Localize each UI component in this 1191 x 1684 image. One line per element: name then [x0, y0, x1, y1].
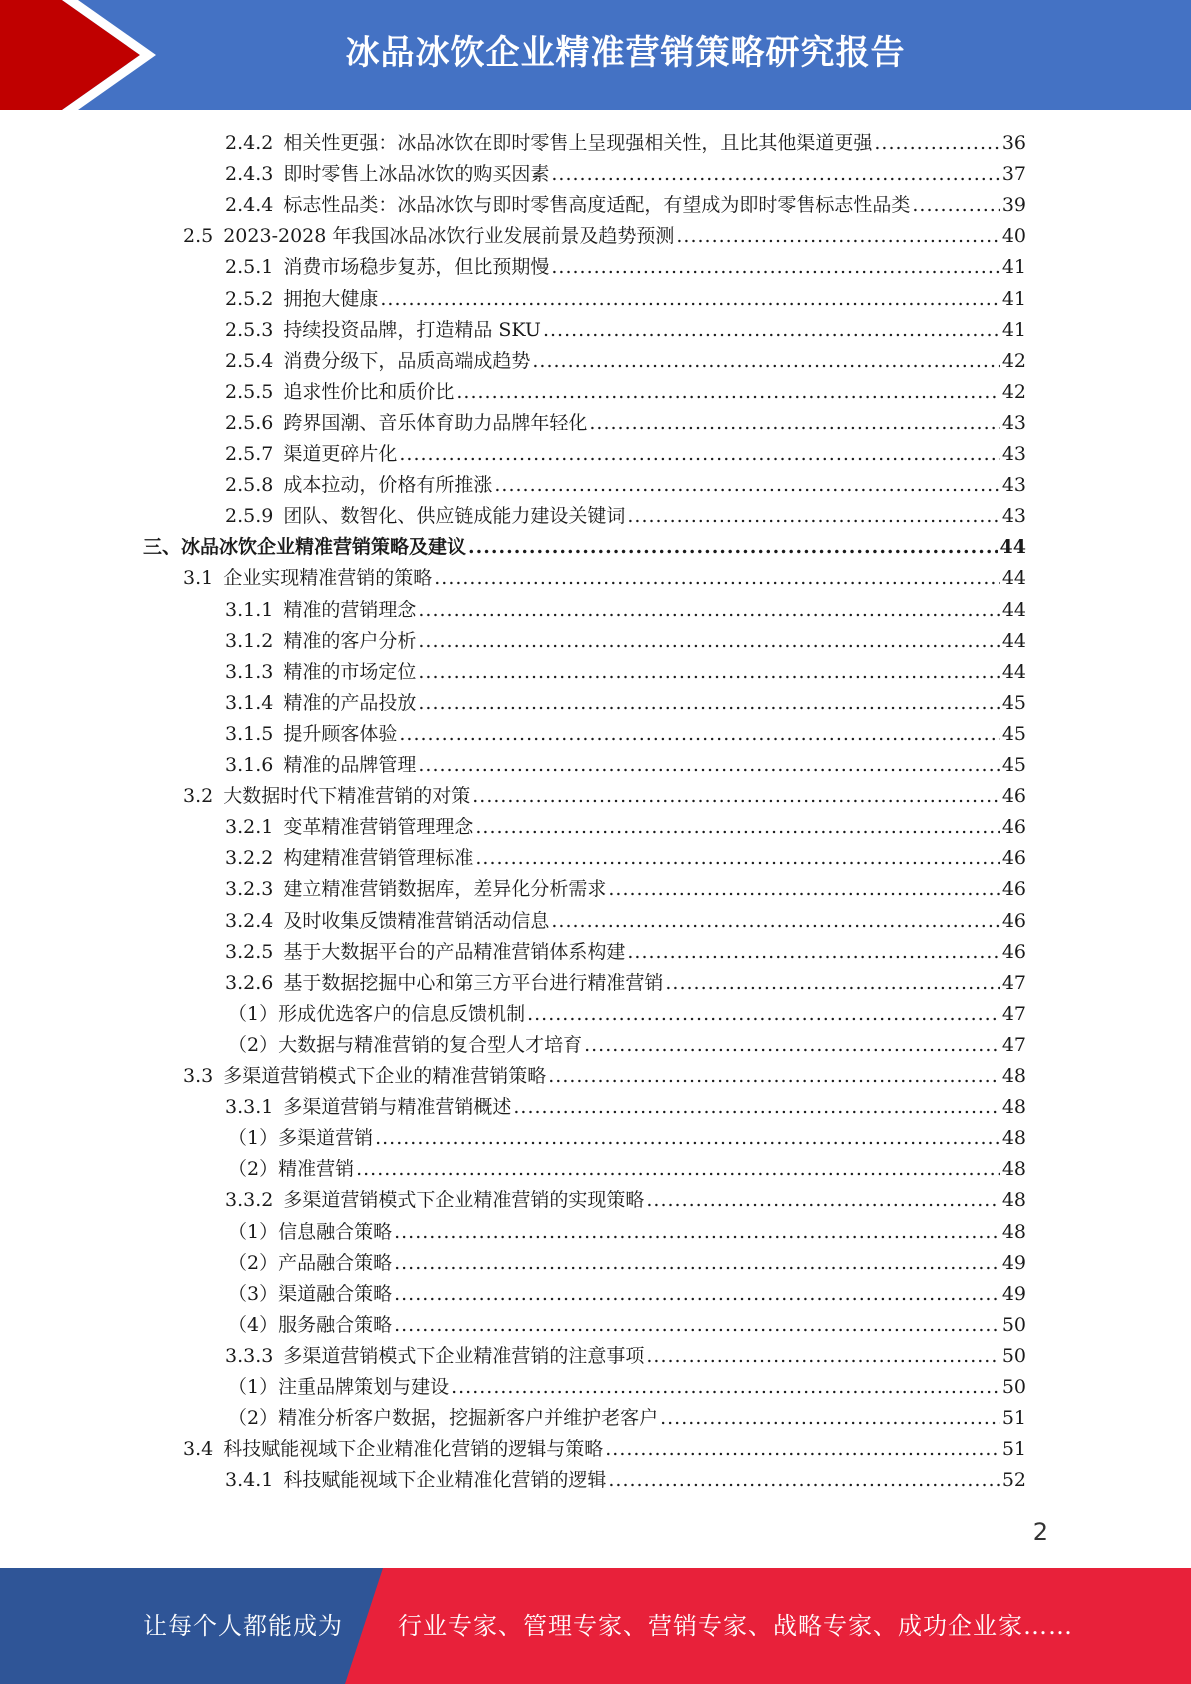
- toc-dot-leader: [548, 1061, 1000, 1092]
- toc-entry[interactable]: [228, 999, 1026, 1030]
- toc-entry[interactable]: [225, 470, 1026, 501]
- toc-dot-leader: [874, 128, 999, 159]
- toc-dot-leader: [532, 346, 999, 377]
- toc-dot-leader: [665, 968, 999, 999]
- toc-entry-label: （2）产品融合策略: [228, 1251, 393, 1274]
- toc-entry-page: 47: [1001, 1002, 1026, 1025]
- toc-entry-number: 3.2.6: [225, 971, 274, 994]
- toc-entry-label: 渠道更碎片化: [283, 443, 398, 465]
- toc-entry-label: 企业实现精准营销的策略: [223, 567, 433, 590]
- toc-entry[interactable]: [225, 657, 1026, 688]
- toc-dot-leader: [394, 1217, 1000, 1248]
- toc-entry[interactable]: [225, 1341, 1026, 1372]
- toc-dot-leader: [627, 501, 999, 532]
- toc-entry[interactable]: [225, 377, 1026, 408]
- toc-entry-page: 45: [1001, 691, 1026, 714]
- toc-entry-number: 3.1.1: [225, 598, 274, 621]
- toc-entry[interactable]: [183, 563, 1026, 594]
- toc-dot-leader: [418, 657, 999, 688]
- toc-entry-label: （2）精准分析客户数据，挖掘新客户并维护老客户: [228, 1407, 659, 1430]
- toc-entry-number: 3.1: [183, 567, 214, 590]
- toc-entry-page: 51: [1001, 1438, 1026, 1461]
- toc-entry-label: （2）精准营销: [228, 1158, 355, 1181]
- toc-dot-leader: [399, 439, 999, 470]
- report-title: 冰品冰饮企业精准营销策略研究报告: [345, 33, 906, 73]
- toc-entry[interactable]: [225, 906, 1026, 937]
- toc-entry-number: 3.3.3: [225, 1344, 274, 1367]
- toc-entry-number: 2.5.6: [225, 411, 274, 434]
- toc-entry-page: 44: [1001, 660, 1026, 683]
- toc-entry-number: 3.1.3: [225, 660, 274, 683]
- toc-entry-number: 3.1.4: [225, 691, 274, 714]
- toc-entry[interactable]: [225, 688, 1026, 719]
- toc-entry-label: （2）大数据与精准营销的复合型人才培育: [228, 1033, 583, 1056]
- toc-entry-number: 3.4: [183, 1438, 214, 1461]
- toc-entry-number: 2.4.3: [225, 163, 274, 186]
- toc-entry-number: 3.2.3: [225, 878, 274, 901]
- toc-entry-page: 50: [1001, 1376, 1026, 1398]
- toc-dot-leader: [418, 688, 999, 719]
- toc-entry-label: 即时零售上冰品冰饮的购买因素: [283, 163, 550, 186]
- toc-entry-label: 科技赋能视域下企业精准化营销的逻辑与策略: [223, 1438, 604, 1461]
- toc-entry[interactable]: [183, 1061, 1026, 1092]
- toc-entry-label: 多渠道营销模式下企业的精准营销策略: [223, 1065, 547, 1087]
- toc-entry-page: 48: [1001, 1220, 1026, 1243]
- toc-entry-label: 提升顾客体验: [283, 722, 398, 745]
- toc-entry[interactable]: [225, 719, 1026, 750]
- toc-entry-page: 45: [1001, 722, 1026, 745]
- toc-entry-page: 42: [1001, 380, 1026, 403]
- toc-entry-label: 追求性价比和质价比: [283, 380, 455, 403]
- toc-dot-leader: [475, 843, 999, 874]
- toc-entry[interactable]: [225, 284, 1026, 315]
- toc-entry[interactable]: [225, 439, 1026, 470]
- header-chevron-decoration: [0, 0, 160, 110]
- toc-entry-number: 2.5.9: [225, 505, 274, 528]
- page-number: 2: [1032, 1518, 1048, 1546]
- toc-entry-page: 39: [1001, 194, 1026, 217]
- toc-dot-leader: [646, 1185, 999, 1216]
- toc-entry-page: 44: [1001, 567, 1026, 590]
- toc-entry-number: 3.3.1: [225, 1096, 274, 1119]
- toc-entry[interactable]: [225, 501, 1026, 532]
- toc-entry-number: 2.5.3: [225, 318, 274, 341]
- toc-entry-number: 3.2: [183, 785, 214, 808]
- toc-entry-label: 团队、数智化、供应链成能力建设关键词: [283, 505, 626, 528]
- toc-entry-label: （4）服务融合策略: [228, 1313, 393, 1336]
- toc-entry-page: 41: [1001, 256, 1026, 279]
- toc-entry[interactable]: [225, 190, 1026, 221]
- toc-entry[interactable]: [225, 1092, 1026, 1123]
- toc-entry-page: 43: [1001, 411, 1026, 434]
- footer-slogan-left: 让每个人都能成为: [143, 1612, 343, 1640]
- toc-dot-leader: [551, 159, 999, 190]
- toc-dot-leader: [394, 1279, 1000, 1310]
- toc-entry-label: 2023-2028 年我国冰品冰饮行业发展前景及趋势预测: [223, 225, 675, 248]
- toc-entry-number: 2.4.4: [225, 194, 274, 217]
- toc-entry[interactable]: [225, 626, 1026, 657]
- toc-entry-page: 40: [1001, 225, 1026, 248]
- toc-entry-number: 2.5.7: [225, 443, 274, 465]
- toc-entry-page: 52: [1001, 1469, 1026, 1492]
- toc-entry-label: （1）多渠道营销: [228, 1127, 374, 1150]
- toc-dot-leader: [394, 1248, 1000, 1279]
- toc-dot-leader: [434, 563, 1000, 594]
- toc-dot-leader: [660, 1403, 1000, 1434]
- toc-entry[interactable]: [228, 1248, 1026, 1279]
- toc-entry-page: 44: [1001, 629, 1026, 652]
- toc-entry-label: （3）渠道融合策略: [228, 1282, 393, 1305]
- toc-entry-page: 48: [1001, 1065, 1026, 1087]
- toc-entry-page: 47: [1001, 1033, 1026, 1056]
- toc-dot-leader: [399, 719, 999, 750]
- toc-entry-number: 3.4.1: [225, 1469, 274, 1492]
- toc-entry-label: 精准的客户分析: [283, 629, 417, 652]
- toc-entry-page: 37: [1001, 163, 1026, 186]
- toc-entry[interactable]: [183, 221, 1026, 252]
- toc-entry[interactable]: [225, 1465, 1026, 1496]
- toc-dot-leader: [418, 626, 999, 657]
- toc-entry-number: 2.5.4: [225, 349, 274, 372]
- toc-entry[interactable]: [183, 1434, 1026, 1465]
- toc-entry-page: 46: [1001, 847, 1026, 870]
- toc-entry-label: 多渠道营销模式下企业精准营销的注意事项: [283, 1344, 645, 1367]
- toc-dot-leader: [676, 221, 999, 252]
- toc-entry[interactable]: [228, 1372, 1026, 1403]
- toc-entry-label: （1）信息融合策略: [228, 1220, 393, 1243]
- page-footer: [0, 1568, 1191, 1684]
- toc-dot-leader: [356, 1154, 1000, 1185]
- toc-entry-page: 49: [1001, 1282, 1026, 1305]
- toc-entry-number: 2.5: [183, 225, 214, 248]
- toc-entry-page: 48: [1001, 1096, 1026, 1119]
- toc-entry-label: 变革精准营销管理理念: [283, 816, 474, 839]
- toc-entry-label: 跨界国潮、音乐体育助力品牌年轻化: [283, 411, 588, 434]
- toc-entry[interactable]: [225, 968, 1026, 999]
- toc-entry[interactable]: [228, 1123, 1026, 1154]
- toc-entry-page: 44: [999, 536, 1026, 559]
- toc-entry[interactable]: [225, 843, 1026, 874]
- toc-entry[interactable]: [225, 937, 1026, 968]
- toc-dot-leader: [468, 532, 998, 563]
- toc-entry[interactable]: [225, 315, 1026, 346]
- toc-entry-number: 3.2.1: [225, 816, 274, 839]
- toc-entry-label: 拥抱大健康: [283, 287, 379, 310]
- toc-dot-leader: [513, 1092, 999, 1123]
- toc-dot-leader: [584, 1030, 1000, 1061]
- toc-entry-page: 49: [1001, 1251, 1026, 1274]
- toc-dot-leader: [646, 1341, 999, 1372]
- toc-entry-page: 46: [1001, 909, 1026, 932]
- toc-entry-label: 基于数据挖掘中心和第三方平台进行精准营销: [283, 971, 664, 994]
- toc-entry-label: 精准的品牌管理: [283, 754, 417, 776]
- toc-entry-number: 2.5.1: [225, 256, 274, 279]
- toc-entry-page: 43: [1001, 505, 1026, 528]
- toc-entry-label: 精准的营销理念: [283, 598, 417, 621]
- toc-entry-page: 47: [1001, 971, 1026, 994]
- toc-entry-page: 41: [1001, 287, 1026, 310]
- toc-entry-label: 构建精准营销管理标准: [283, 847, 474, 870]
- toc-entry[interactable]: [225, 408, 1026, 439]
- toc-dot-leader: [527, 999, 1000, 1030]
- toc-dot-leader: [627, 937, 999, 968]
- toc-dot-leader: [912, 190, 999, 221]
- toc-entry[interactable]: [228, 1279, 1026, 1310]
- toc-entry-label: 成本拉动，价格有所推涨: [283, 474, 493, 497]
- toc-entry[interactable]: [225, 812, 1026, 843]
- toc-entry-label: 精准的产品投放: [283, 691, 417, 714]
- toc-entry-number: 2.4.2: [225, 132, 274, 154]
- toc-entry[interactable]: [225, 159, 1026, 190]
- toc-entry-page: 48: [1001, 1127, 1026, 1150]
- toc-entry-label: 消费分级下，品质高端成趋势: [283, 349, 531, 372]
- toc-dot-leader: [418, 595, 999, 626]
- toc-entry-page: 36: [1001, 132, 1026, 154]
- toc-dot-leader: [551, 252, 999, 283]
- toc-entry-label: 建立精准营销数据库，差异化分析需求: [283, 878, 607, 901]
- toc-entry-number: 3.2.4: [225, 909, 274, 932]
- toc-entry[interactable]: [225, 252, 1026, 283]
- toc-entry[interactable]: [225, 750, 1026, 781]
- toc-entry-label: 及时收集反馈精准营销活动信息: [283, 909, 550, 932]
- toc-dot-leader: [394, 1310, 1000, 1341]
- toc-dot-leader: [589, 408, 999, 439]
- toc-entry-label: 大数据时代下精准营销的对策: [223, 785, 471, 808]
- toc-entry-label: 精准的市场定位: [283, 660, 417, 683]
- toc-dot-leader: [608, 1465, 999, 1496]
- toc-dot-leader: [494, 470, 999, 501]
- toc-entry-page: 46: [1001, 785, 1026, 808]
- toc-entry-page: 50: [1001, 1313, 1026, 1336]
- toc-dot-leader: [456, 377, 999, 408]
- toc-entry-label: 多渠道营销模式下企业精准营销的实现策略: [283, 1189, 645, 1212]
- toc-entry-label: 消费市场稳步复苏，但比预期慢: [283, 256, 550, 279]
- toc-entry-page: 51: [1001, 1407, 1026, 1430]
- toc-entry[interactable]: [228, 1403, 1026, 1434]
- toc-entry-number: 3.2.2: [225, 847, 274, 870]
- toc-dot-leader: [551, 906, 999, 937]
- toc-entry[interactable]: [225, 128, 1026, 159]
- toc-entry-page: 46: [1001, 940, 1026, 963]
- toc-entry-page: 46: [1001, 816, 1026, 839]
- toc-entry[interactable]: [228, 1030, 1026, 1061]
- page-header: [0, 0, 1191, 110]
- toc-dot-leader: [418, 750, 999, 781]
- toc-entry-number: 2.5.2: [225, 287, 274, 310]
- toc-dot-leader: [451, 1372, 1000, 1403]
- toc-entry-label: 基于大数据平台的产品精准营销体系构建: [283, 940, 626, 963]
- toc-entry-page: 48: [1001, 1189, 1026, 1212]
- toc-entry-page: 46: [1001, 878, 1026, 901]
- toc-entry[interactable]: [225, 1185, 1026, 1216]
- toc-dot-leader: [605, 1434, 1000, 1465]
- toc-entry-number: 3.2.5: [225, 940, 274, 963]
- toc-entry[interactable]: [228, 1217, 1026, 1248]
- footer-slogan-right: 行业专家、管理专家、营销专家、战略专家、成功企业家……: [398, 1612, 1073, 1640]
- toc-dot-leader: [475, 812, 999, 843]
- toc-dot-leader: [608, 874, 999, 905]
- toc-entry-number: 3.3: [183, 1065, 214, 1087]
- toc-entry-label: （1）形成优选客户的信息反馈机制: [228, 1002, 526, 1025]
- toc-entry-number: 3.1.2: [225, 629, 274, 652]
- toc-entry-page: 50: [1001, 1344, 1026, 1367]
- toc-entry-page: 42: [1001, 349, 1026, 372]
- toc-entry-number: 2.5.5: [225, 380, 274, 403]
- toc-entry-page: 48: [1001, 1158, 1026, 1181]
- toc-entry[interactable]: [228, 1310, 1026, 1341]
- toc-entry-label: 持续投资品牌，打造精品 SKU: [283, 318, 541, 341]
- toc-dot-leader: [380, 284, 999, 315]
- toc-entry-label: 相关性更强：冰品冰饮在即时零售上呈现强相关性，且比其他渠道更强: [283, 132, 873, 154]
- toc-entry[interactable]: [183, 781, 1026, 812]
- toc-entry[interactable]: [225, 346, 1026, 377]
- toc-entry[interactable]: [225, 874, 1026, 905]
- toc-entry-label: 多渠道营销与精准营销概述: [283, 1096, 512, 1119]
- toc-entry-number: 2.5.8: [225, 474, 274, 497]
- toc-entry-number: 3.1.6: [225, 754, 274, 776]
- toc-entry-page: 45: [1001, 754, 1026, 776]
- toc-entry-label: 标志性品类：冰品冰饮与即时零售高度适配，有望成为即时零售标志性品类: [283, 194, 911, 217]
- toc-entry-label: 三、冰品冰饮企业精准营销策略及建议: [143, 536, 467, 559]
- toc-entry-page: 41: [1001, 318, 1026, 341]
- toc-entry[interactable]: [143, 532, 1026, 563]
- toc-entry[interactable]: [228, 1154, 1026, 1185]
- toc-entry-label: 科技赋能视域下企业精准化营销的逻辑: [283, 1469, 607, 1492]
- toc-dot-leader: [543, 315, 1000, 346]
- toc-entry-number: 3.1.5: [225, 722, 274, 745]
- toc-entry-page: 44: [1001, 598, 1026, 621]
- toc-entry-page: 43: [1001, 474, 1026, 497]
- toc-dot-leader: [472, 781, 1000, 812]
- toc-entry-number: 3.3.2: [225, 1189, 274, 1212]
- toc-entry[interactable]: [225, 595, 1026, 626]
- toc-entry-label: （1）注重品牌策划与建设: [228, 1376, 450, 1398]
- toc-dot-leader: [375, 1123, 1000, 1154]
- toc-entry-page: 43: [1001, 443, 1026, 465]
